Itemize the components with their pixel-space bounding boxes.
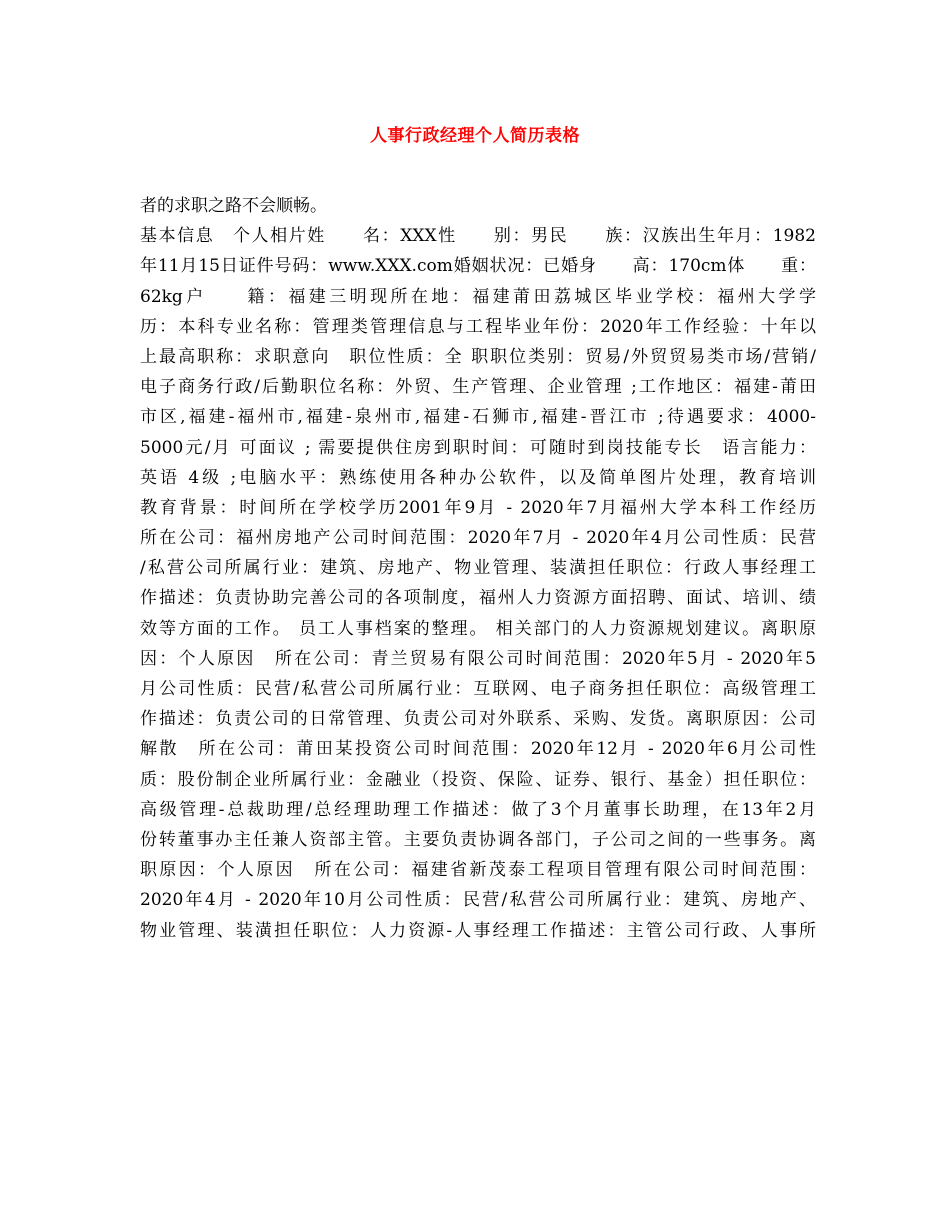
text-line: 年11月15日证件号码：www.XXX.com婚姻状况：已婚身 高：170cm体 重： bbox=[140, 256, 816, 277]
text-line: 上最高职称：求职意向 职位性质：全 职职位类别：贸易/外贸贸易类市场/营销/ bbox=[140, 346, 816, 367]
text-line: 电子商务行政/后勤职位名称：外贸、生产管理、企业管理 ;工作地区：福建-莆田 bbox=[140, 377, 816, 398]
text-line: 者的求职之路不会顺畅。 bbox=[140, 196, 327, 216]
text-line: 月公司性质：民营/私营公司所属行业：互联网、电子商务担任职位：高级管理工 bbox=[140, 679, 816, 699]
text-line: 5000元/月 可面议 ; 需要提供住房到职时间：可随时到岗技能专长 语言能力： bbox=[140, 437, 816, 458]
text-line: 份转董事办主任兼人资部主管。主要负责协调各部门，子公司之间的一些事务。离 bbox=[140, 829, 816, 850]
text-line: 因：个人原因 所在公司：青兰贸易有限公司时间范围：2020年5月 - 2020年5 bbox=[140, 648, 816, 669]
text-line: 效等方面的工作。 员工人事档案的整理。 相关部门的人力资源规划建议。离职原 bbox=[140, 618, 816, 639]
document-title: 人事行政经理个人简历表格 bbox=[370, 126, 580, 146]
text-line: 高级管理-总裁助理/总经理助理工作描述：做了3个月董事长助理，在13年2月 bbox=[140, 799, 816, 820]
resume-body-text bbox=[140, 191, 816, 946]
text-line: 作描述：负责公司的日常管理、负责公司对外联系、采购、发货。离职原因：公司 bbox=[140, 709, 816, 730]
text-line: 解散 所在公司：莆田某投资公司时间范围：2020年12月 - 2020年6月公司性 bbox=[140, 739, 816, 760]
text-line: 历：本科专业名称：管理类管理信息与工程毕业年份：2020年工作经验：十年以 bbox=[140, 316, 816, 337]
text-line: 作描述：负责协助完善公司的各项制度，福州人力资源方面招聘、面试、培训、绩 bbox=[140, 588, 816, 609]
text-line: 基本信息 个人相片姓 名：XXX性 别：男民 族：汉族出生年月：1982 bbox=[140, 226, 816, 247]
text-line: 62kg户 籍：福建三明现所在地：福建莆田荔城区毕业学校：福州大学学 bbox=[140, 286, 816, 307]
text-line: 职原因：个人原因 所在公司：福建省新茂泰工程项目管理有限公司时间范围： bbox=[140, 860, 816, 881]
text-line: 质：股份制企业所属行业：金融业（投资、保险、证券、银行、基金）担任职位： bbox=[140, 769, 816, 790]
text-line: 英语 4级 ;电脑水平：熟练使用各种办公软件，以及简单图片处理，教育培训 bbox=[140, 467, 816, 488]
text-line: 物业管理、装潢担任职位：人力资源-人事经理工作描述：主管公司行政、人事所 bbox=[140, 920, 816, 941]
text-line: 所在公司：福州房地产公司时间范围：2020年7月 - 2020年4月公司性质：民营 bbox=[140, 528, 816, 549]
text-line: /私营公司所属行业：建筑、房地产、物业管理、装潢担任职位：行政人事经理工 bbox=[140, 558, 816, 579]
text-line: 市区,福建-福州市,福建-泉州市,福建-石狮市,福建-晋江市 ;待遇要求：4000- bbox=[140, 407, 816, 428]
text-line: 教育背景：时间所在学校学历2001年9月 - 2020年7月福州大学本科工作经历 bbox=[140, 497, 816, 518]
text-line: 2020年4月 - 2020年10月公司性质：民营/私营公司所属行业：建筑、房地产、 bbox=[140, 890, 816, 911]
